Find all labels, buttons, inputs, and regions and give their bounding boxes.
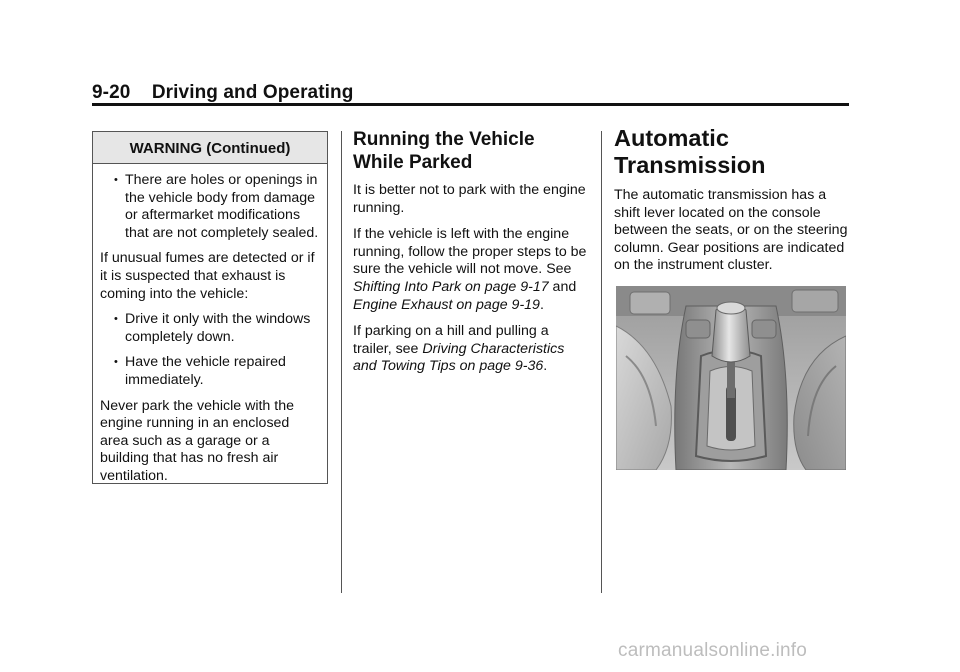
footer-watermark: carmanualsonline.info	[618, 640, 808, 661]
shift-lever-photo	[616, 286, 846, 470]
engine-exhaust-link[interactable]: Engine Exhaust on page 9-19	[353, 296, 540, 313]
text-run: .	[543, 358, 548, 375]
running-parked-paragraph-3	[353, 323, 589, 376]
warning-paragraph-fumes: If unusual fumes are detected or if it is suspected that exhaust is coming into the vehicle:	[100, 250, 315, 302]
warning-bullet-item	[100, 311, 319, 346]
heading-line: Running the Vehicle	[353, 129, 535, 150]
warning-bullet-text: Drive it only with the windows completely down.	[125, 311, 311, 345]
warning-body	[93, 164, 327, 486]
running-parked-heading	[353, 128, 589, 174]
section-title: Driving and Operating	[151, 82, 354, 103]
text-run: If parking on a hill and pulling a trailer, see	[353, 323, 549, 357]
warning-box	[92, 131, 328, 484]
automatic-transmission-heading	[614, 125, 854, 179]
towing-tips-link[interactable]: Driving Characteristics and Towing Tips on page 9-36	[353, 340, 565, 375]
column-divider-1	[341, 131, 342, 593]
automatic-transmission-paragraph: The automatic transmission has a shift lever located on the console between the seats, or on the steering column. Gear positions are indicated on the instrument cluster.	[614, 187, 848, 274]
text-run: .	[539, 296, 544, 313]
warning-title: WARNING (Continued)	[93, 132, 327, 164]
heading-line: Automatic	[614, 125, 729, 151]
running-parked-section	[353, 128, 589, 385]
text-run: If the vehicle is left with the engine running, follow the proper steps to be sure the vehicle will not move. See	[353, 226, 587, 278]
shifting-into-park-link[interactable]: Shifting Into Park on page 9-17	[353, 278, 549, 295]
header-rule	[92, 103, 849, 106]
automatic-transmission-section	[614, 125, 854, 283]
warning-bullet-item	[100, 172, 319, 242]
shift-lever-illustration	[616, 286, 846, 470]
text-run: and	[548, 278, 577, 295]
bullet-icon: •	[114, 174, 118, 186]
column-divider-2	[601, 131, 602, 593]
running-parked-paragraph-2	[353, 226, 589, 314]
page-number: 9-20	[92, 82, 131, 103]
heading-line: Transmission	[614, 152, 766, 178]
heading-line: While Parked	[353, 152, 473, 173]
warning-bullet-text: There are holes or openings in the vehicle body from damage or aftermarket modifications that are not completely sealed.	[125, 172, 319, 241]
warning-bullet-item	[100, 354, 319, 389]
running-parked-paragraph-1: It is better not to park with the engine running.	[353, 182, 586, 216]
bullet-icon: •	[114, 313, 118, 326]
warning-bullet-text: Have the vehicle repaired immediately.	[125, 354, 286, 388]
warning-paragraph-enclosed: Never park the vehicle with the engine running in an enclosed area such as a garage or a building that has no fresh air ventilation.	[100, 397, 294, 484]
bullet-icon: •	[114, 356, 118, 369]
page-header	[92, 82, 353, 104]
